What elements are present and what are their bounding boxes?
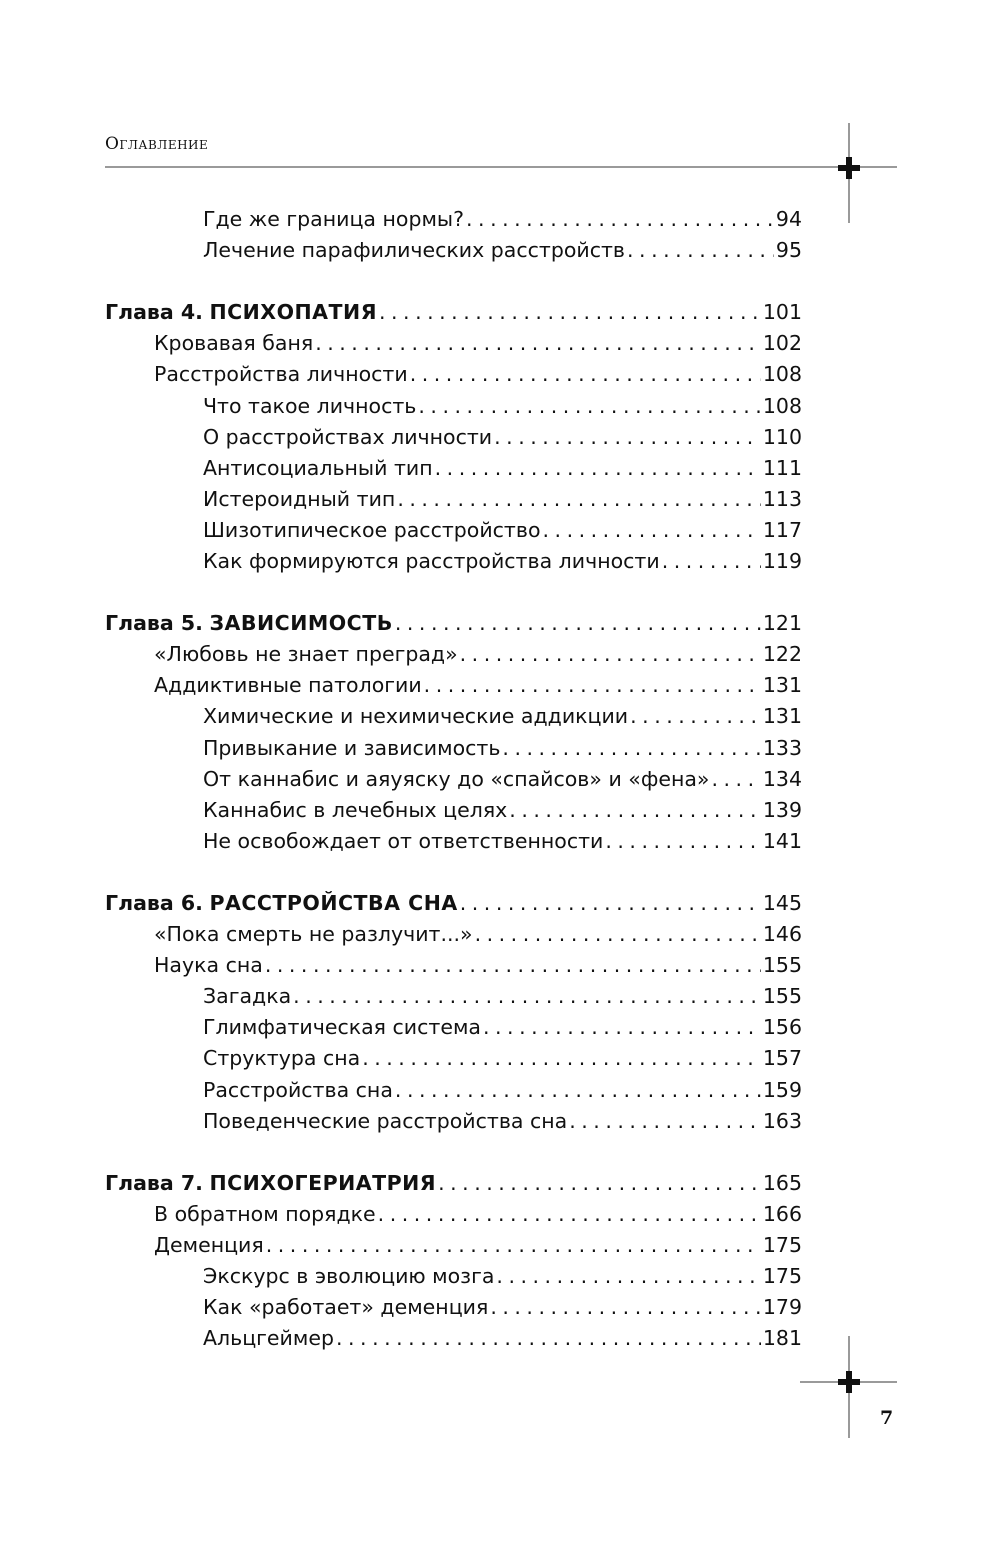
toc-entry-page: 131	[762, 704, 802, 728]
toc-entry-title: Как «работает» деменция	[203, 1295, 489, 1319]
toc-entry-page: 119	[762, 549, 802, 573]
chapter-name: ПСИХОПАТИЯ	[209, 300, 377, 324]
toc-entry-title: Глимфатическая система	[203, 1015, 481, 1039]
toc-entry-page: 155	[762, 984, 802, 1008]
toc-section	[154, 1230, 802, 1261]
dot-leader	[418, 391, 760, 422]
toc-entry-title: Где же граница нормы?	[203, 207, 464, 231]
dot-leader	[475, 919, 761, 950]
toc-subsection	[203, 1261, 802, 1292]
toc-entry-title: Привыкание и зависимость	[203, 736, 501, 760]
toc-section	[154, 328, 802, 359]
toc-entry-title: Загадка	[203, 984, 292, 1008]
toc-entry-page: 139	[762, 798, 802, 822]
dot-leader	[379, 297, 761, 328]
toc-entry-page: 179	[762, 1295, 802, 1319]
toc-entry-title: О расстройствах личности	[203, 425, 493, 449]
toc-entry-page: 165	[762, 1171, 802, 1195]
toc-entry-page: 131	[762, 673, 802, 697]
toc-section	[154, 670, 802, 701]
toc-subsection	[203, 981, 802, 1012]
toc-subsection	[203, 1292, 802, 1323]
dot-leader	[502, 733, 760, 764]
toc-entry-page: 157	[762, 1046, 802, 1070]
toc-entry-title: Как формируются расстройства личности	[203, 549, 660, 573]
chapter-label: Глава 7.	[105, 1171, 203, 1195]
dot-leader	[336, 1323, 761, 1354]
toc-entry-page: 175	[762, 1264, 802, 1288]
dot-leader	[483, 1012, 761, 1043]
toc-entry-page: 134	[762, 767, 802, 791]
toc-entry-title: Что такое личность	[203, 394, 417, 418]
toc-entry-page: 175	[762, 1233, 802, 1257]
dot-leader	[410, 359, 761, 390]
toc-entry-title: Антисоциальный тип	[203, 456, 433, 480]
toc-entry-title: Поведенческие расстройства сна	[203, 1109, 568, 1133]
dot-leader	[378, 1199, 761, 1230]
dot-leader	[627, 235, 774, 266]
toc-entry-page: 166	[762, 1202, 802, 1226]
dot-leader	[460, 888, 761, 919]
chapter-name: ЗАВИСИМОСТЬ	[209, 611, 393, 635]
dot-leader	[466, 204, 774, 235]
dot-leader	[362, 1043, 761, 1074]
toc-entry-page: 111	[762, 456, 802, 480]
toc-entry-title: В обратном порядке	[154, 1202, 376, 1226]
toc-entry-title: Истероидный тип	[203, 487, 396, 511]
toc-entry-title: Шизотипическое расстройство	[203, 518, 541, 542]
dot-leader	[569, 1106, 761, 1137]
toc-entry-page: 145	[762, 891, 802, 915]
dot-leader	[293, 981, 761, 1012]
toc-entry-title: Структура сна	[203, 1046, 361, 1070]
toc-subsection	[203, 1106, 802, 1137]
toc-subsection	[203, 1323, 802, 1354]
toc-subsection	[203, 795, 802, 826]
toc-entry-title	[105, 297, 377, 328]
toc-entry-title: Наука сна	[154, 953, 263, 977]
chapter-name: РАССТРОЙСТВА СНА	[209, 891, 458, 915]
dot-leader	[315, 328, 761, 359]
chapter-label: Глава 6.	[105, 891, 203, 915]
dot-leader	[395, 608, 761, 639]
toc-section	[154, 1199, 802, 1230]
registration-mark-bottom	[838, 1371, 860, 1393]
toc-entry-title: Химические и нехимические аддикции	[203, 704, 629, 728]
toc-subsection	[203, 484, 802, 515]
toc-entry-page: 141	[762, 829, 802, 853]
toc-entry-page: 102	[762, 331, 802, 355]
dot-leader	[605, 826, 761, 857]
toc-section	[154, 359, 802, 390]
toc-entry-page: 122	[762, 642, 802, 666]
dot-leader	[424, 670, 761, 701]
toc-chapter	[105, 888, 802, 919]
header-rule	[105, 166, 897, 168]
toc-subsection	[203, 204, 802, 235]
toc-entry-title: Лечение парафилических расстройств	[203, 238, 626, 262]
toc-entry-page: 101	[762, 300, 802, 324]
toc-entry-page: 108	[762, 362, 802, 386]
toc-entry-page: 113	[762, 487, 802, 511]
toc-subsection	[203, 546, 802, 577]
toc-entry-title: Расстройства сна	[203, 1078, 393, 1102]
chapter-name: ПСИХОГЕРИАТРИЯ	[209, 1171, 437, 1195]
toc-entry-title: Каннабис в лечебных целях	[203, 798, 508, 822]
chapter-label: Глава 5.	[105, 611, 203, 635]
dot-leader	[496, 1261, 760, 1292]
toc-entry-page: 156	[762, 1015, 802, 1039]
toc-subsection	[203, 701, 802, 732]
toc-entry-title: Аддиктивные патологии	[154, 673, 422, 697]
toc-section	[154, 919, 802, 950]
page-number: 7	[880, 1407, 894, 1429]
toc-entry-page: 121	[762, 611, 802, 635]
dot-leader	[395, 1075, 761, 1106]
toc-entry-page: 94	[775, 207, 802, 231]
toc-section	[154, 639, 802, 670]
dot-leader	[266, 1230, 761, 1261]
toc-entry-page: 146	[762, 922, 802, 946]
toc-entry-page: 163	[762, 1109, 802, 1133]
toc-entry-page: 181	[762, 1326, 802, 1350]
toc-entry-title	[105, 608, 393, 639]
dot-leader	[509, 795, 761, 826]
toc-entry-title: Расстройства личности	[154, 362, 408, 386]
dot-leader	[397, 484, 761, 515]
toc-entry-title: «Пока смерть не разлучит...»	[154, 922, 473, 946]
toc-subsection	[203, 515, 802, 546]
toc-entry-title: Альцгеймер	[203, 1326, 334, 1350]
dot-leader	[711, 764, 760, 795]
dot-leader	[435, 453, 761, 484]
toc-entry-page: 110	[762, 425, 802, 449]
toc-entry-page: 133	[762, 736, 802, 760]
toc-entry-title	[105, 1168, 436, 1199]
chapter-label: Глава 4.	[105, 300, 203, 324]
toc-entry-title: От каннабис и аяуяску до «спайсов» и «фена»	[203, 767, 710, 791]
toc-section	[154, 950, 802, 981]
dot-leader	[630, 701, 761, 732]
toc-subsection	[203, 1043, 802, 1074]
toc-entry-title: Экскурс в эволюцию мозга	[203, 1264, 495, 1288]
toc-entry-title: Кровавая баня	[154, 331, 314, 355]
toc-subsection	[203, 391, 802, 422]
dot-leader	[543, 515, 761, 546]
registration-mark-top	[838, 157, 860, 179]
dot-leader	[265, 950, 761, 981]
toc-entry-title: «Любовь не знает преград»	[154, 642, 458, 666]
toc-entry-page: 108	[762, 394, 802, 418]
running-head: Оглавление	[105, 134, 209, 154]
toc-entry-page: 117	[762, 518, 802, 542]
toc-subsection	[203, 1012, 802, 1043]
toc-subsection	[203, 1075, 802, 1106]
dot-leader	[490, 1292, 761, 1323]
toc-chapter	[105, 608, 802, 639]
toc-entry-page: 159	[762, 1078, 802, 1102]
toc-subsection	[203, 422, 802, 453]
dot-leader	[494, 422, 761, 453]
toc-subsection	[203, 235, 802, 266]
toc-subsection	[203, 826, 802, 857]
toc-entry-page: 95	[775, 238, 802, 262]
toc-subsection	[203, 733, 802, 764]
dot-leader	[438, 1168, 761, 1199]
dot-leader	[662, 546, 761, 577]
toc-entry-title	[105, 888, 458, 919]
toc-chapter	[105, 297, 802, 328]
toc-entry-title: Деменция	[154, 1233, 264, 1257]
toc-subsection	[203, 764, 802, 795]
dot-leader	[460, 639, 761, 670]
toc-chapter	[105, 1168, 802, 1199]
toc-entry-page: 155	[762, 953, 802, 977]
toc-subsection	[203, 453, 802, 484]
toc-entry-title: Не освобождает от ответственности	[203, 829, 604, 853]
